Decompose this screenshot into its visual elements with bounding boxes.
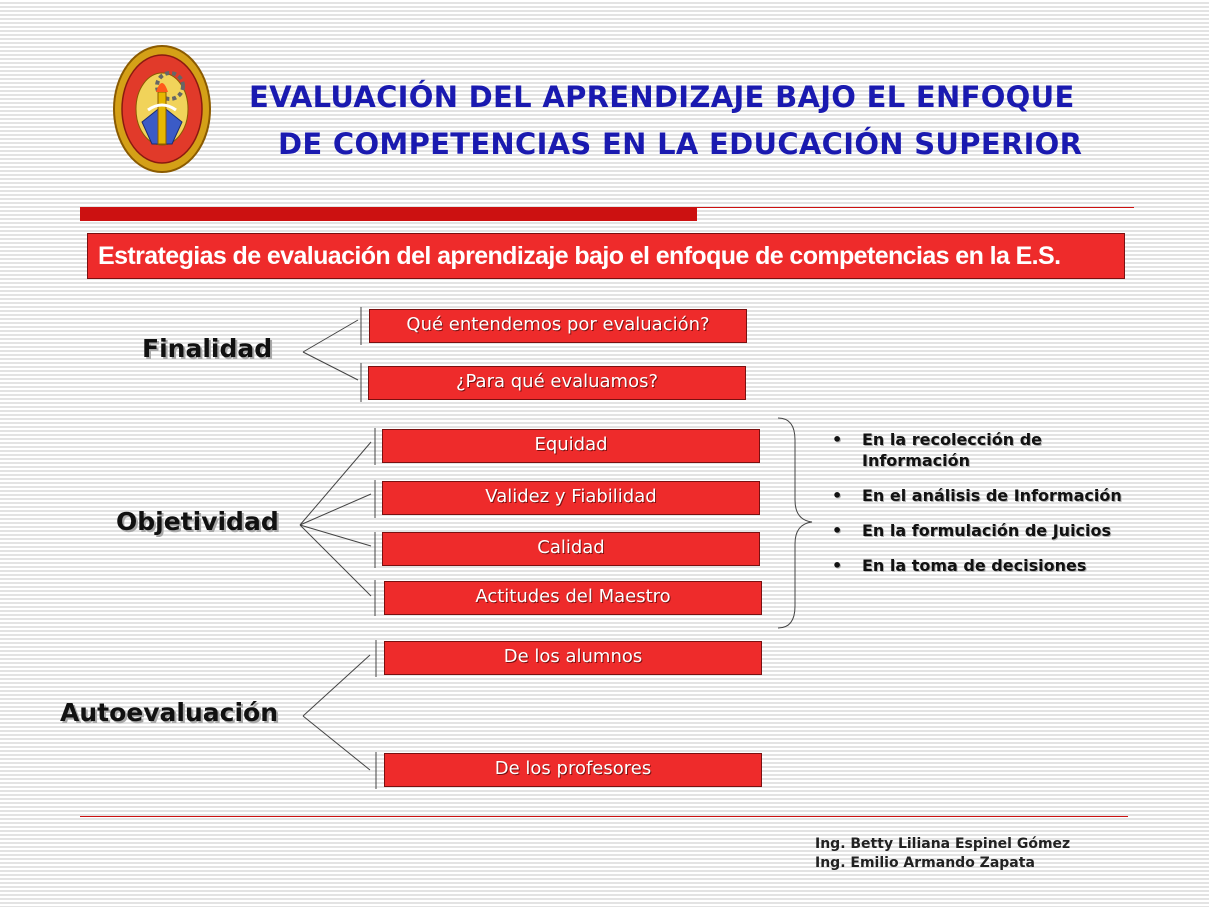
box-autoevaluacion-alumnos: De los alumnos — [384, 641, 762, 675]
list-item: • En la recolección de Información — [832, 429, 1132, 471]
objetividad-bullet-list — [832, 429, 1132, 590]
title-line-1: EVALUACIÓN DEL APRENDIZAJE BAJO EL ENFOQUE — [249, 80, 1075, 114]
list-item: • En el análisis de Información — [832, 485, 1132, 506]
section-banner: Estrategias de evaluación del aprendizaje bajo el enfoque de competencias en la E.S. — [87, 233, 1125, 279]
box-objetividad-equidad: Equidad — [382, 429, 760, 463]
box-objetividad-calidad: Calidad — [382, 532, 760, 566]
box-objetividad-validez: Validez y Fiabilidad — [382, 481, 760, 515]
list-item: • En la toma de decisiones — [832, 555, 1132, 576]
author-2: Ing. Emilio Armando Zapata — [815, 855, 1035, 871]
title-line-2: DE COMPETENCIAS EN LA EDUCACIÓN SUPERIOR — [278, 127, 1083, 161]
footer-divider — [80, 816, 1128, 817]
box-finalidad-que-entendemos: Qué entendemos por evaluación? — [369, 309, 747, 343]
box-objetividad-actitudes: Actitudes del Maestro — [384, 581, 762, 615]
box-finalidad-para-que: ¿Para qué evaluamos? — [368, 366, 746, 400]
list-item: • En la formulación de Juicios — [832, 520, 1132, 541]
author-1: Ing. Betty Liliana Espinel Gómez — [815, 836, 1071, 852]
box-autoevaluacion-profesores: De los profesores — [384, 753, 762, 787]
label-finalidad: Finalidad — [142, 334, 273, 363]
label-objetividad: Objetividad — [116, 507, 279, 536]
label-autoevaluacion: Autoevaluación — [60, 698, 278, 727]
